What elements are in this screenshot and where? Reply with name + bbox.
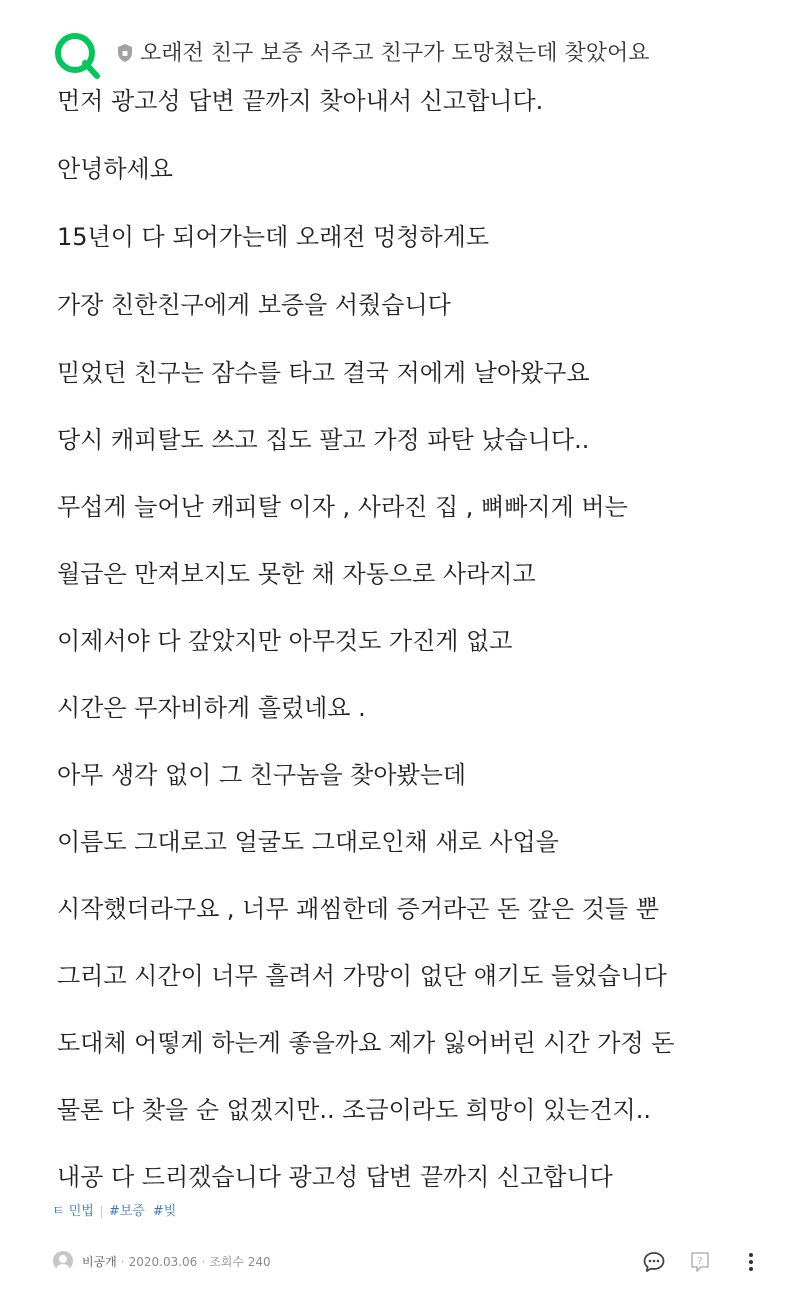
body-line: 이름도 그대로고 얼굴도 그대로인채 새로 사업을 <box>57 828 559 856</box>
body-line: 믿었던 친구는 잠수를 타고 결국 저에게 날아왔구요 <box>57 359 590 387</box>
shield-icon <box>116 43 134 63</box>
more-vertical-icon[interactable] <box>739 1250 763 1274</box>
body-line: 가장 친한친구에게 보증을 서줬습니다 <box>57 291 451 319</box>
body-line: 이제서야 다 갚았지만 아무것도 가진게 없고 <box>57 627 513 655</box>
post-date: 2020.03.06 <box>128 1255 198 1269</box>
body-line: 당시 캐피탈도 쓰고 집도 팔고 가정 파탄 났습니다.. <box>57 426 590 454</box>
category-link[interactable]: ㅌ 민법 <box>52 1204 94 1219</box>
body-line: 도대체 어떻게 하는게 좋을까요 제가 잃어버린 시간 가정 돈 <box>57 1029 675 1057</box>
body-line: 무섭게 늘어난 캐피탈 이자 , 사라진 집 , 뼈빠지게 버는 <box>57 493 628 521</box>
tag-link[interactable]: #보증 <box>108 1204 145 1219</box>
tag-list <box>52 1202 176 1223</box>
body-line: 아무 생각 없이 그 친구놈을 찾아봤는데 <box>57 761 467 789</box>
body-line: 시간은 무자비하게 흘렀네요 . <box>57 694 366 722</box>
meta-separator: · <box>120 1255 125 1269</box>
author-name: 비공개 <box>82 1255 117 1269</box>
svg-text:?: ? <box>697 1256 703 1267</box>
comment-icon[interactable] <box>642 1250 666 1274</box>
tag-link[interactable]: #빚 <box>152 1204 177 1219</box>
body-line: 15년이 다 되어가는데 오래전 멍청하게도 <box>57 223 489 251</box>
body-line: 먼저 광고성 답변 끝까지 찾아내서 신고합니다. <box>57 87 544 115</box>
user-avatar-icon <box>53 1251 73 1271</box>
question-icon[interactable] <box>688 1250 712 1274</box>
body-line: 안녕하세요 <box>57 155 173 183</box>
meta-separator: · <box>201 1255 206 1269</box>
body-line: 시작했더라구요 , 너무 괘씸한데 증거라곤 돈 갚은 것들 뿐 <box>57 895 659 923</box>
body-line: 내공 다 드리겠습니다 광고성 답변 끝까지 신고합니다 <box>57 1163 613 1191</box>
question-footer <box>53 1250 793 1274</box>
question-title: 오래전 친구 보증 서주고 친구가 도망쳤는데 찾았어요 <box>140 41 650 66</box>
body-line: 그리고 시간이 너무 흘려서 가망이 없단 얘기도 들었습니다 <box>57 962 667 990</box>
body-line: 물론 다 찾을 순 없겠지만.. 조금이라도 희망이 있는건지.. <box>57 1096 651 1124</box>
tag-divider <box>101 1206 102 1218</box>
view-count: 조회수 240 <box>209 1255 271 1269</box>
body-line: 월급은 만져보지도 못한 채 자동으로 사라지고 <box>57 560 536 588</box>
q-logo-icon[interactable] <box>52 30 102 80</box>
question-meta <box>82 1253 271 1271</box>
question-header <box>52 30 792 80</box>
